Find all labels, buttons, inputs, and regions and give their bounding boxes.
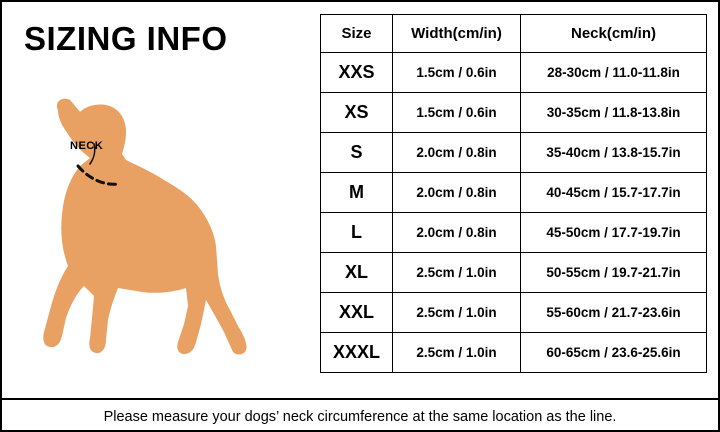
- cell-neck: 55-60cm / 21.7-23.6in: [521, 293, 707, 333]
- neck-label: NECK: [70, 140, 104, 152]
- cell-width: 2.5cm / 1.0in: [393, 333, 521, 373]
- cell-size: L: [321, 213, 393, 253]
- cell-size: S: [321, 133, 393, 173]
- table-row: [321, 173, 707, 213]
- cell-size: XXS: [321, 53, 393, 93]
- cell-size: M: [321, 173, 393, 213]
- cell-width: 2.5cm / 1.0in: [393, 253, 521, 293]
- table-row: [321, 213, 707, 253]
- dog-illustration: [18, 74, 308, 374]
- column-header-width: Width(cm/in): [393, 15, 521, 53]
- cell-width: 2.0cm / 0.8in: [393, 213, 521, 253]
- column-header-neck: Neck(cm/in): [521, 15, 707, 53]
- page-title: SIZING INFO: [24, 20, 228, 57]
- table-row: [321, 53, 707, 93]
- table-row: [321, 133, 707, 173]
- size-table: [320, 14, 707, 373]
- dog-silhouette-icon: [18, 74, 308, 374]
- table-header-row: [321, 15, 707, 53]
- cell-width: 2.0cm / 0.8in: [393, 133, 521, 173]
- cell-neck: 50-55cm / 19.7-21.7in: [521, 253, 707, 293]
- illustration-panel: [2, 2, 312, 394]
- cell-size: XXXL: [321, 333, 393, 373]
- cell-neck: 45-50cm / 17.7-19.7in: [521, 213, 707, 253]
- cell-size: XS: [321, 93, 393, 133]
- cell-neck: 40-45cm / 15.7-17.7in: [521, 173, 707, 213]
- table-row: [321, 93, 707, 133]
- table-row: [321, 253, 707, 293]
- footer-note: Please measure your dogs’ neck circumference at the same location as the line.: [103, 409, 617, 425]
- cell-neck: 60-65cm / 23.6-25.6in: [521, 333, 707, 373]
- cell-size: XL: [321, 253, 393, 293]
- cell-neck: 35-40cm / 13.8-15.7in: [521, 133, 707, 173]
- cell-width: 1.5cm / 0.6in: [393, 53, 521, 93]
- cell-width: 1.5cm / 0.6in: [393, 93, 521, 133]
- size-chart: [320, 14, 706, 373]
- table-row: [321, 333, 707, 373]
- footer-divider: [2, 398, 718, 400]
- cell-size: XXL: [321, 293, 393, 333]
- cell-width: 2.0cm / 0.8in: [393, 173, 521, 213]
- cell-neck: 30-35cm / 11.8-13.8in: [521, 93, 707, 133]
- table-row: [321, 293, 707, 333]
- column-header-size: Size: [321, 15, 393, 53]
- cell-neck: 28-30cm / 11.0-11.8in: [521, 53, 707, 93]
- cell-width: 2.5cm / 1.0in: [393, 293, 521, 333]
